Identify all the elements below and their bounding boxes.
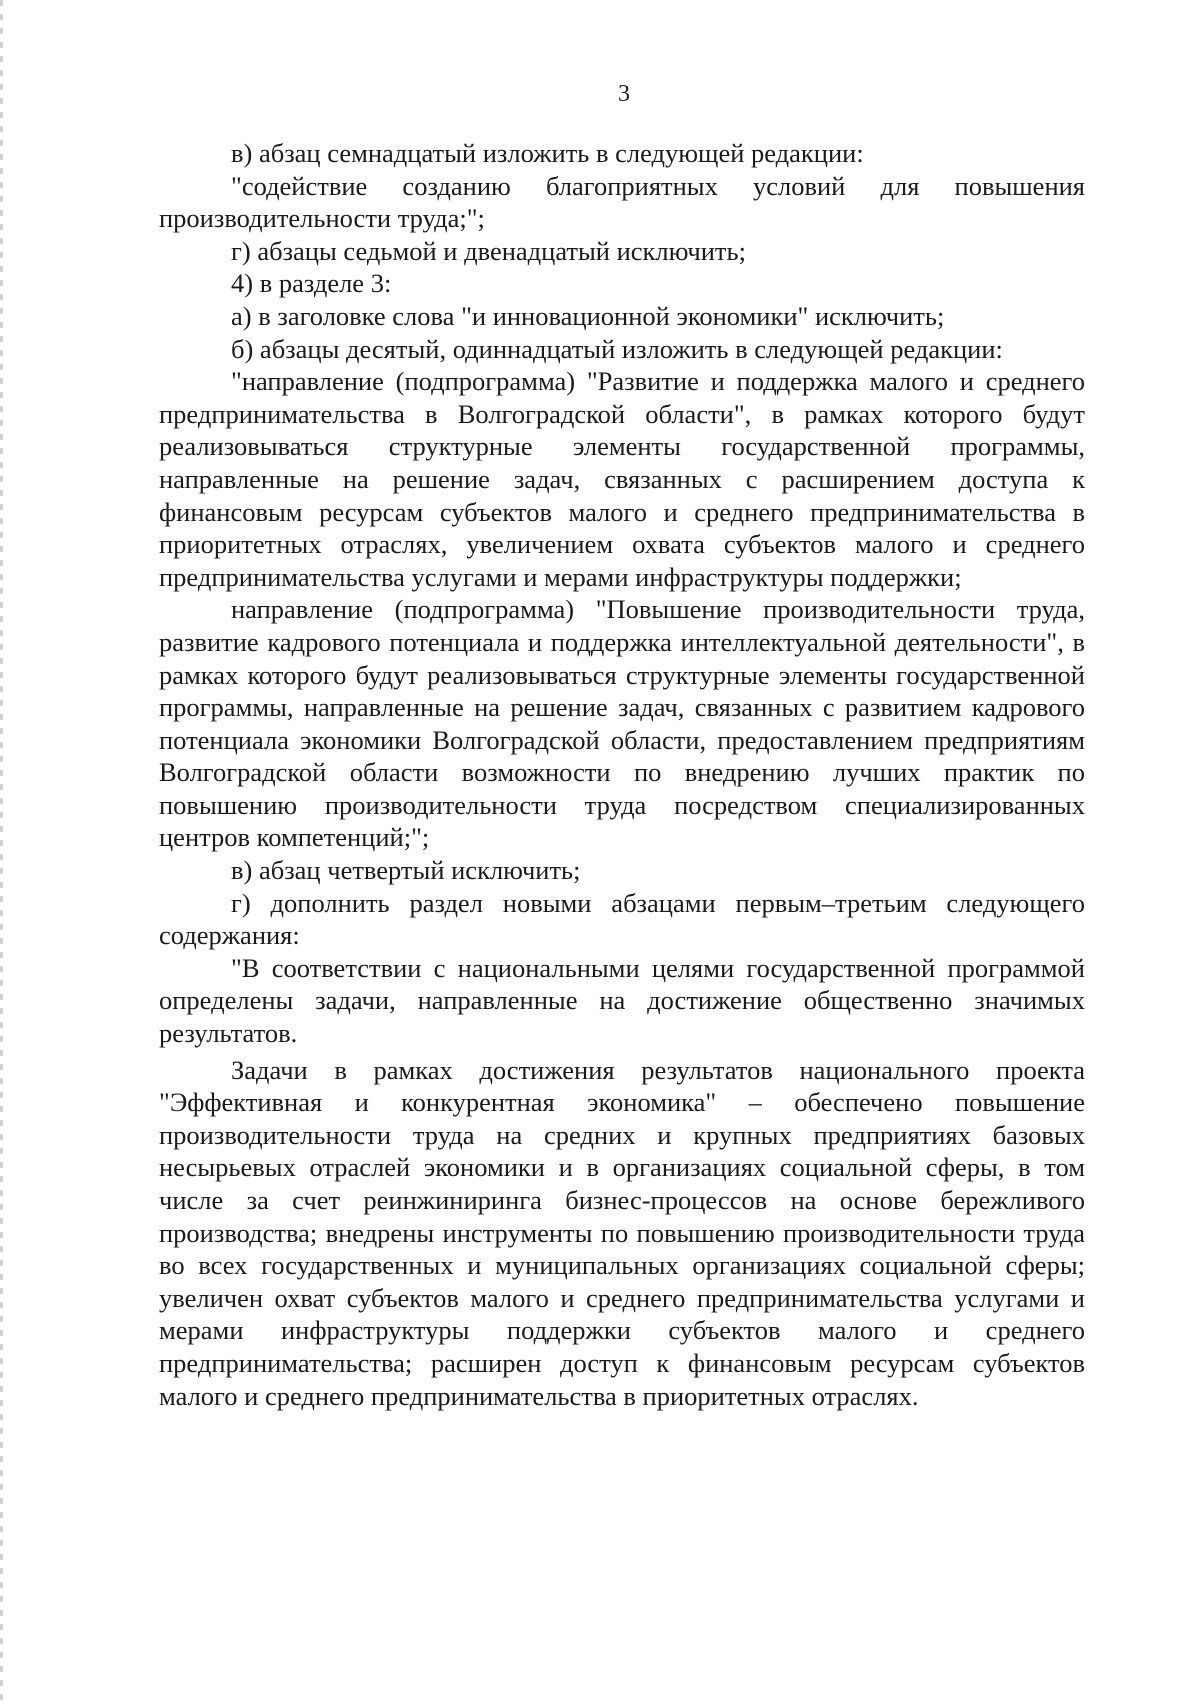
paragraph-quoted-text: "содействие созданию благоприятных условий для повышения производительности труда;"; — [159, 170, 1085, 234]
paragraph-direction-sme: "направление (подпрограмма) "Развитие и поддержка малого и среднего предпринимательства в Волгоградской области", в рамках которого будут реализовываться структурные элементы государственной программы, направленные на решение задач, связанных с расширением доступа к финансовым ресурсам субъектов малого и среднего предпринимательства в приоритетных отраслях, увеличением охвата субъектов малого и среднего предпринимательства услугами и мерами инфраструктуры поддержки; — [159, 366, 1085, 592]
paragraph-direction-productivity: направление (подпрограмма) "Повышение производительности труда, развитие кадрового потенциала и поддержка интеллектуальной деятельности", в рамках которого будут реализовываться структурные элементы государственной программы, направленные на решение задач, связанных с развитием кадрового потенциала экономики Волгоградской области, предоставлением предприятиям Волгоградской области возможности по внедрению лучших практик по повышению производительности труда посредством специализированных центров компетенций;"; — [159, 594, 1085, 853]
paragraph-item-g: г) абзацы седьмой и двенадцатый исключить; — [231, 235, 746, 266]
paragraph-national-project-tasks: Задачи в рамках достижения результатов национального проекта "Эффективная и конкурентная экономика" – обеспечено повышение производительности труда на средних и крупных предприятиях базовых несырьевых отраслей экономики и в организациях социальной сферы, в том числе за счет реинжиниринга бизнес-процессов на основе бережливого производства; внедрены инструменты по повышению производительности труда во всех государственных и муниципальных организациях социальной сферы; увеличен охват субъектов малого и среднего предпринимательства услугами и мерами инфраструктуры поддержки субъектов малого и среднего предпринимательства; расширен доступ к финансовым ресурсам субъектов малого и среднего предпринимательства в приоритетных отраслях. — [159, 1054, 1085, 1411]
document-body — [159, 137, 1085, 1412]
page-number: 3 — [618, 81, 630, 107]
paragraph-item-4: 4) в разделе 3: — [231, 268, 392, 299]
paragraph-item-a: а) в заголовке слова "и инновационной экономики" исключить; — [231, 300, 945, 331]
paragraph-item-v: в) абзац семнадцатый изложить в следующей редакции: — [231, 138, 864, 168]
paragraph-national-goals: "В соответствии с национальными целями государственной программой определены задачи, направленные на достижение общественно значимых результатов. — [159, 952, 1085, 1049]
paragraph-item-b: б) абзацы десятый, одиннадцатый изложить в следующей редакции: — [231, 333, 1003, 364]
paragraph-item-v-second: в) абзац четвертый исключить; — [231, 855, 581, 886]
paragraph-item-g-second: г) дополнить раздел новыми абзацами первым–третьим следующего содержания: — [159, 887, 1085, 951]
scan-edge-mark — [0, 0, 3, 1706]
